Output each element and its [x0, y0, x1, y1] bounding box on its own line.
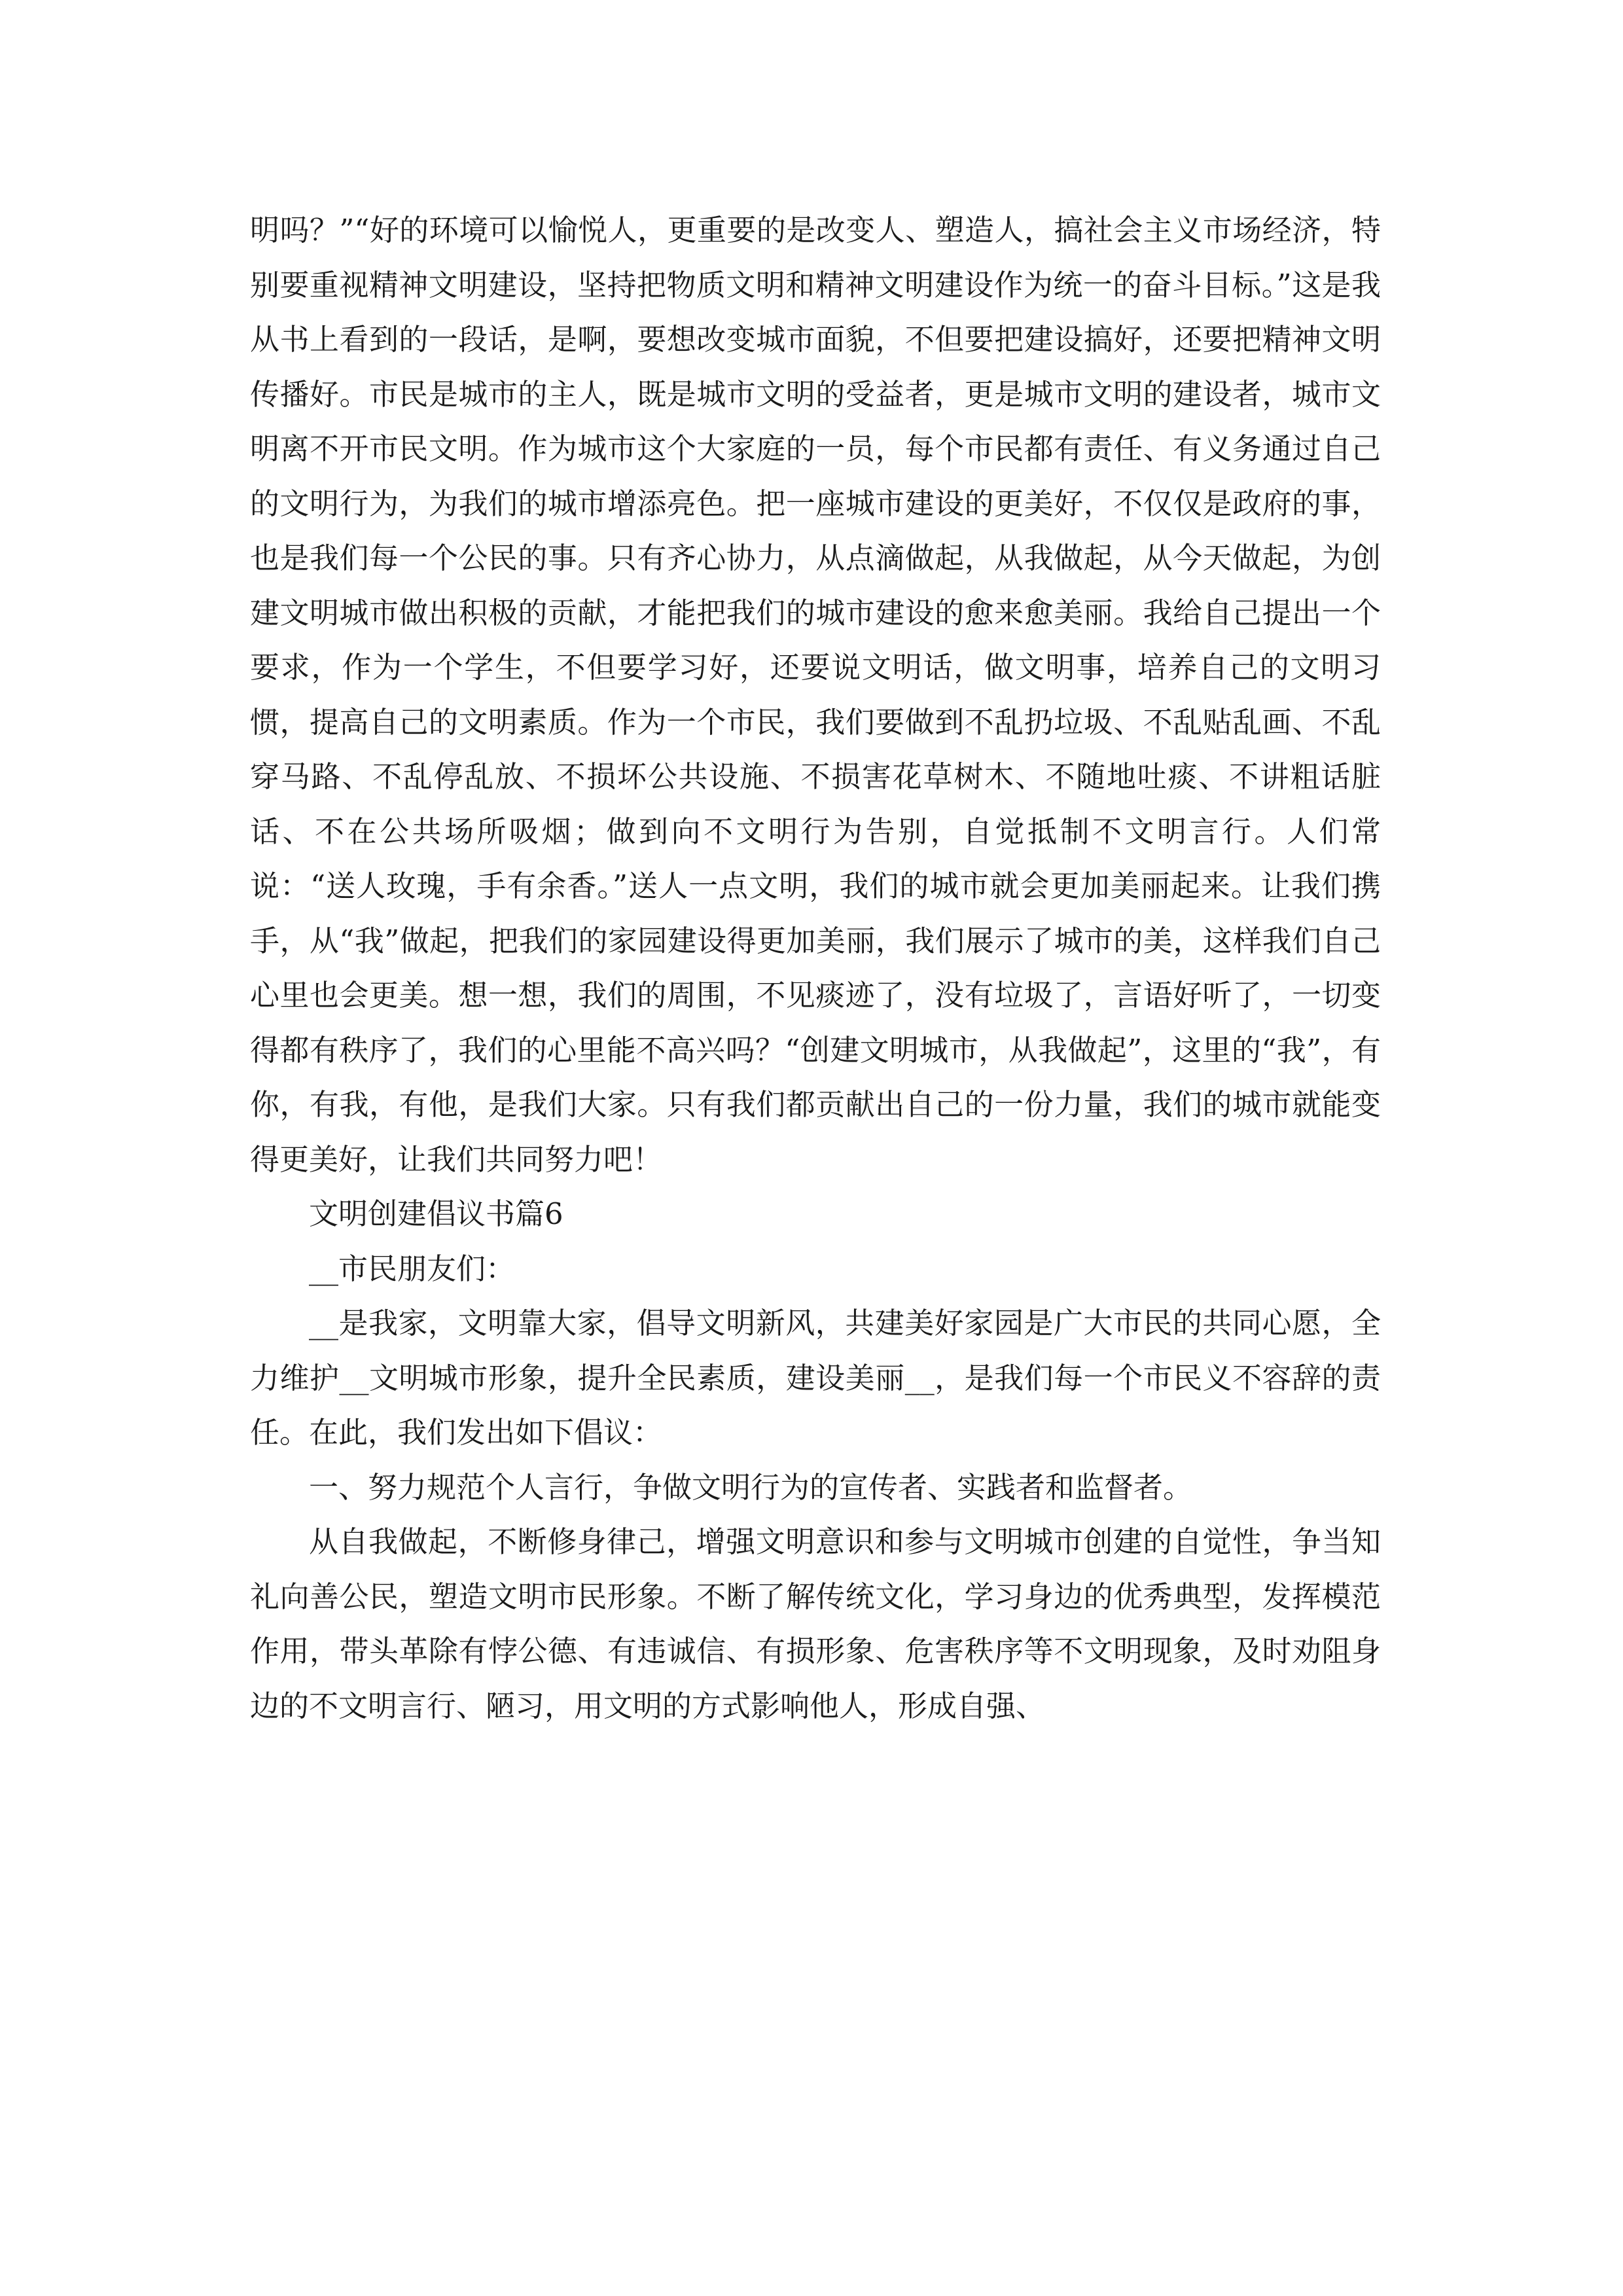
paragraph-body: 从自我做起，不断修身律己，增强文明意识和参与文明城市创建的自觉性，争当知礼向善公民，塑造文明市民形象。不断了解传统文化，学习身边的优秀典型，发挥模范作用，带头革除有悖公德、有违诚信、有损形象、危害秩序等不文明现象，及时劝阻身边的不文明言行、陋习，用文明的方式影响他人，形成自强、 [250, 1524, 1381, 1723]
paragraph-1: 明吗？”“好的环境可以愉悦人，更重要的是改变人、塑造人，搞社会主义市场经济，特别要重视精神文明建设，坚持把物质文明和精神文明建设作为统一的奋斗目标。”这是我从书上看到的一段话，是啊，要想改变城市面貌，不但要把建设搞好，还要把精神文明传播好。市民是城市的主人，既是城市文明的受益者，更是城市文明的建设者，城市文明离不开市民文明。作为城市这个大家庭的一员，每个市民都有责任、有义务通过自己的文明行为，为我们的城市增添亮色。把一座城市建设的更美好，不仅仅是政府的事，也是我们每一个公民的事。只有齐心协力，从点滴做起，从我做起，从今天做起，为创建文明城市做出积极的贡献，才能把我们的城市建设的愈来愈美丽。我给自己提出一个要求，作为一个学生，不但要学习好，还要说文明话，做文明事，培养自己的文明习惯，提高自己的文明素质。作为一个市民，我们要做到不乱扔垃圾、不乱贴乱画、不乱穿马路、不乱停乱放、不损坏公共设施、不损害花草树木、不随地吐痰、不讲粗话脏话、不在公共场所吸烟；做到向不文明行为告别，自觉抵制不文明言行。人们常说：“送人玫瑰，手有余香。”送人一点文明，我们的城市就会更加美丽起来。让我们携手，从“我”做起，把我们的家园建设得更加美丽，我们展示了城市的美，这样我们自己心里也会更美。想一想，我们的周围，不见痰迹了，没有垃圾了，言语好听了，一切变得都有秩序了，我们的心里能不高兴吗？“创建文明城市，从我做起”，这里的“我”，有你，有我，有他，是我们大家。只有我们都贡献出自己的一份力量，我们的城市就能变得更美好，让我们共同努力吧！ [250, 213, 1381, 1177]
proposal-item-1: 一、努力规范个人言行，争做文明行为的宣传者、实践者和监督者。 [309, 1469, 1193, 1505]
paragraph-intro: __是我家，文明靠大家，倡导文明新风，共建美好家园是广大市民的共同心愿，全力维护__文明城市形象，提升全民素质，建设美丽__，是我们每一个市民义不容辞的责任。在此，我们发出如下倡议： [250, 1306, 1381, 1450]
salutation: __市民朋友们： [309, 1251, 516, 1286]
document-body [250, 203, 1381, 1733]
section-heading: 文明创建倡议书篇6 [309, 1196, 563, 1231]
